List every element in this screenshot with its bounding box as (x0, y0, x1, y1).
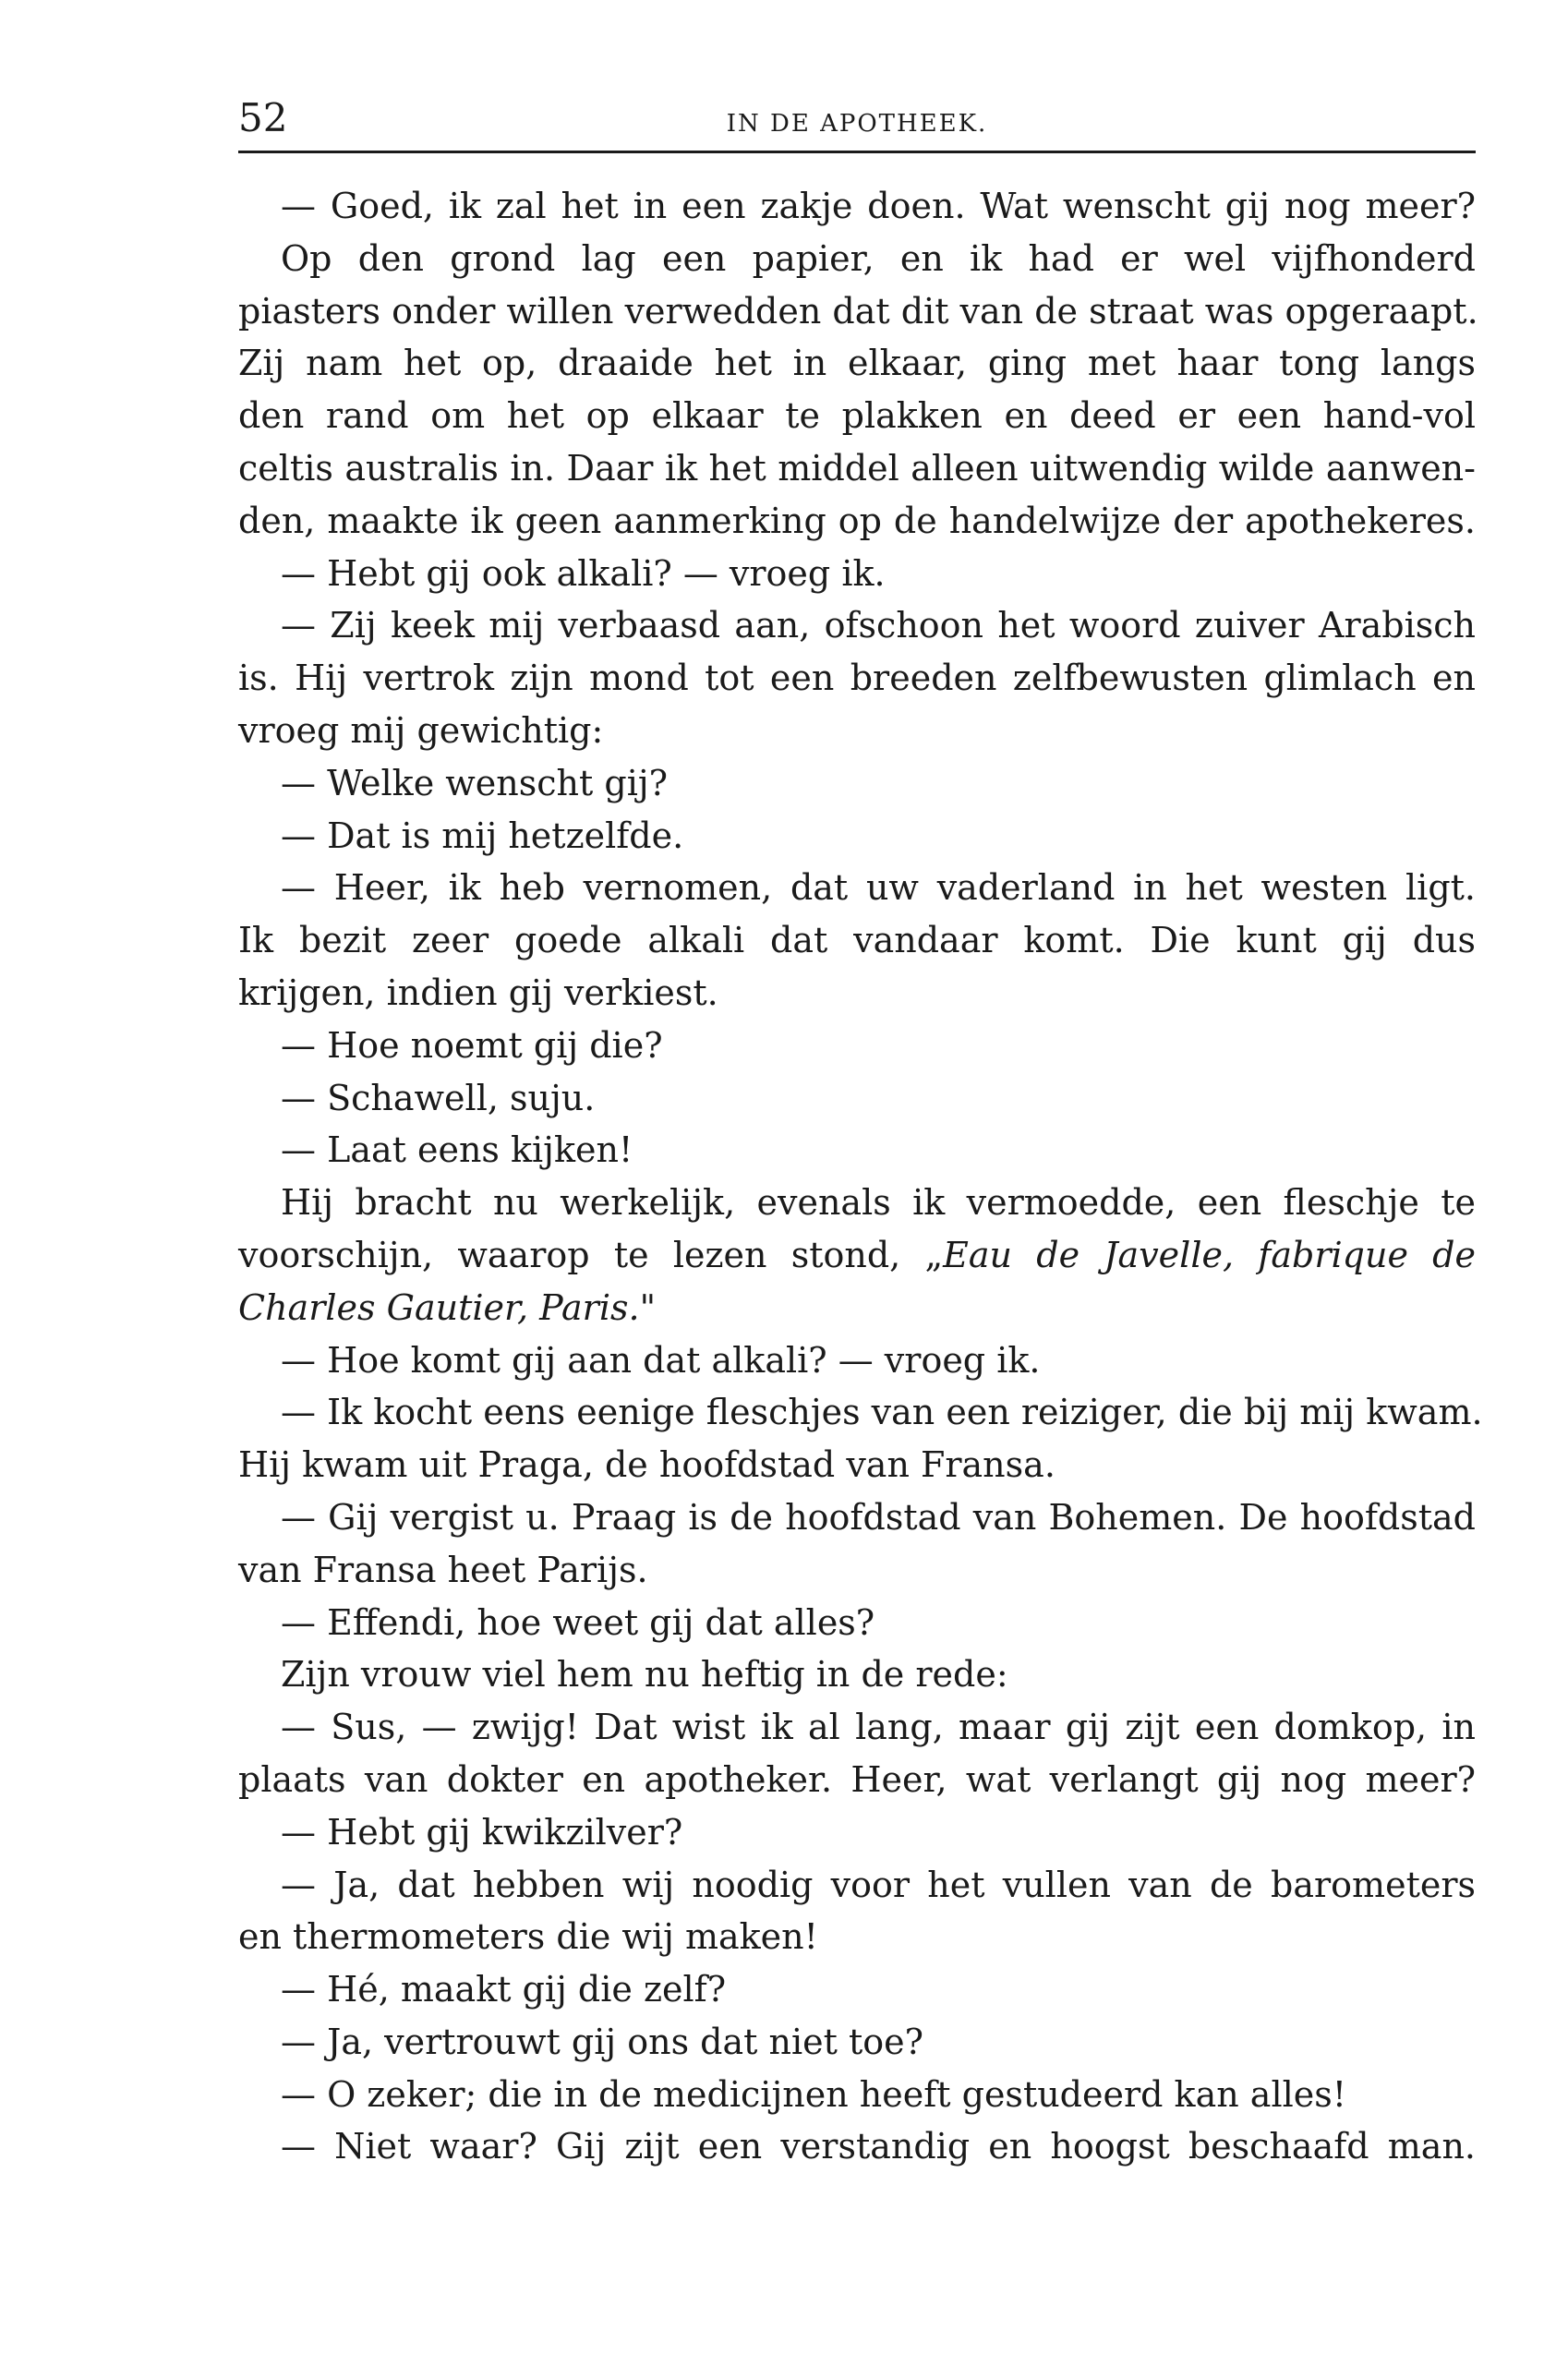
text-line: Zijn vrouw viel hem nu heftig in de rede: (281, 1654, 1008, 1696)
header-rule (238, 151, 1476, 153)
text-line: Zij nam het op, draaide het in elkaar, ging met haar tong langs (238, 343, 1476, 384)
text-line: — Heer, ik heb vernomen, dat uw vaderland in het westen ligt. (281, 867, 1476, 909)
text-line: — Hé, maakt gij die zelf? (281, 1969, 727, 2010)
text-line: — Dat is mij hetzelfde. (281, 815, 684, 856)
text-line: — Effendi, hoe weet gij dat alles? (281, 1601, 875, 1643)
text-line: — Ja, dat hebben wij noodig voor het vullen van de barometers (281, 1864, 1476, 1905)
text-line: — Zij keek mij verbaasd aan, ofschoon het woord zuiver Arabisch (281, 605, 1476, 646)
page-header (238, 91, 1476, 146)
text-line: — Ik kocht eens eenige fleschjes van een reiziger, die bij mij kwam. (281, 1392, 1483, 1433)
text-line: — Laat eens kijken! (281, 1129, 633, 1171)
text-line: den, maakte ik geen aanmerking op de handelwijze der apothekeres. (238, 500, 1476, 541)
text-line: Hij bracht nu werkelijk, evenals ik vermoedde, een fleschje te (281, 1182, 1476, 1224)
text-line: voorschijn, waarop te lezen stond, „Eau de Javelle, fabrique de (238, 1234, 1476, 1275)
text-line: Charles Gautier, Paris." (238, 1286, 657, 1328)
text-line: piasters onder willen verwedden dat dit van de straat was opgeraapt. (238, 290, 1478, 332)
text-line: — O zeker; die in de medicijnen heeft gestudeerd kan alles! (281, 2073, 1347, 2115)
text-line: is. Hij vertrok zijn mond tot een breeden zelfbewusten glimlach en (238, 658, 1476, 699)
text-line: — Welke wenscht gij? (281, 762, 669, 803)
text-line: plaats van dokter en apotheker. Heer, wat verlangt gij nog meer? (238, 1758, 1476, 1800)
page-number: 52 (238, 95, 288, 140)
text-line: en thermometers die wij maken! (238, 1916, 818, 1958)
text-line: Op den grond lag een papier, en ik had er wel vijfhonderd (281, 237, 1476, 279)
text-line: van Fransa heet Parijs. (238, 1549, 648, 1590)
text-line: Hij kwam uit Praga, de hoofdstad van Fransa. (238, 1444, 1055, 1486)
text-line: — Hebt gij ook alkali? — vroeg ik. (281, 552, 886, 594)
text-line: vroeg mij gewichtig: (238, 709, 604, 751)
text-line: — Goed, ik zal het in een zakje doen. Wat wenscht gij nog meer? (281, 186, 1476, 226)
text-line: — Hoe noemt gij die? (281, 1024, 663, 1066)
text-line: — Hoe komt gij aan dat alkali? — vroeg ik. (281, 1339, 1041, 1381)
running-title: IN DE APOTHEEK. (726, 110, 988, 138)
text-line: — Schawell, suju. (281, 1077, 596, 1118)
text-line: Ik bezit zeer goede alkali dat vandaar komt. Die kunt gij dus (238, 920, 1476, 961)
text-line: — Ja, vertrouwt gij ons dat niet toe? (281, 2021, 923, 2062)
body-text (238, 180, 1483, 2173)
text-line: — Niet waar? Gij zijt een verstandig en hoogst beschaafd man. (281, 2126, 1476, 2167)
text-line: celtis australis in. Daar ik het middel alleen uitwendig wilde aanwen- (238, 447, 1476, 489)
text-line: krijgen, indien gij verkiest. (238, 972, 718, 1013)
text-line: — Sus, — zwijg! Dat wist ik al lang, maar gij zijt een domkop, in (281, 1707, 1476, 1748)
text-line: — Gij vergist u. Praag is de hoofdstad van Bohemen. De hoofdstad (281, 1496, 1476, 1538)
text-line: — Hebt gij kwikzilver? (281, 1811, 683, 1853)
text-line: den rand om het op elkaar te plakken en deed er een hand-vol (238, 395, 1476, 437)
